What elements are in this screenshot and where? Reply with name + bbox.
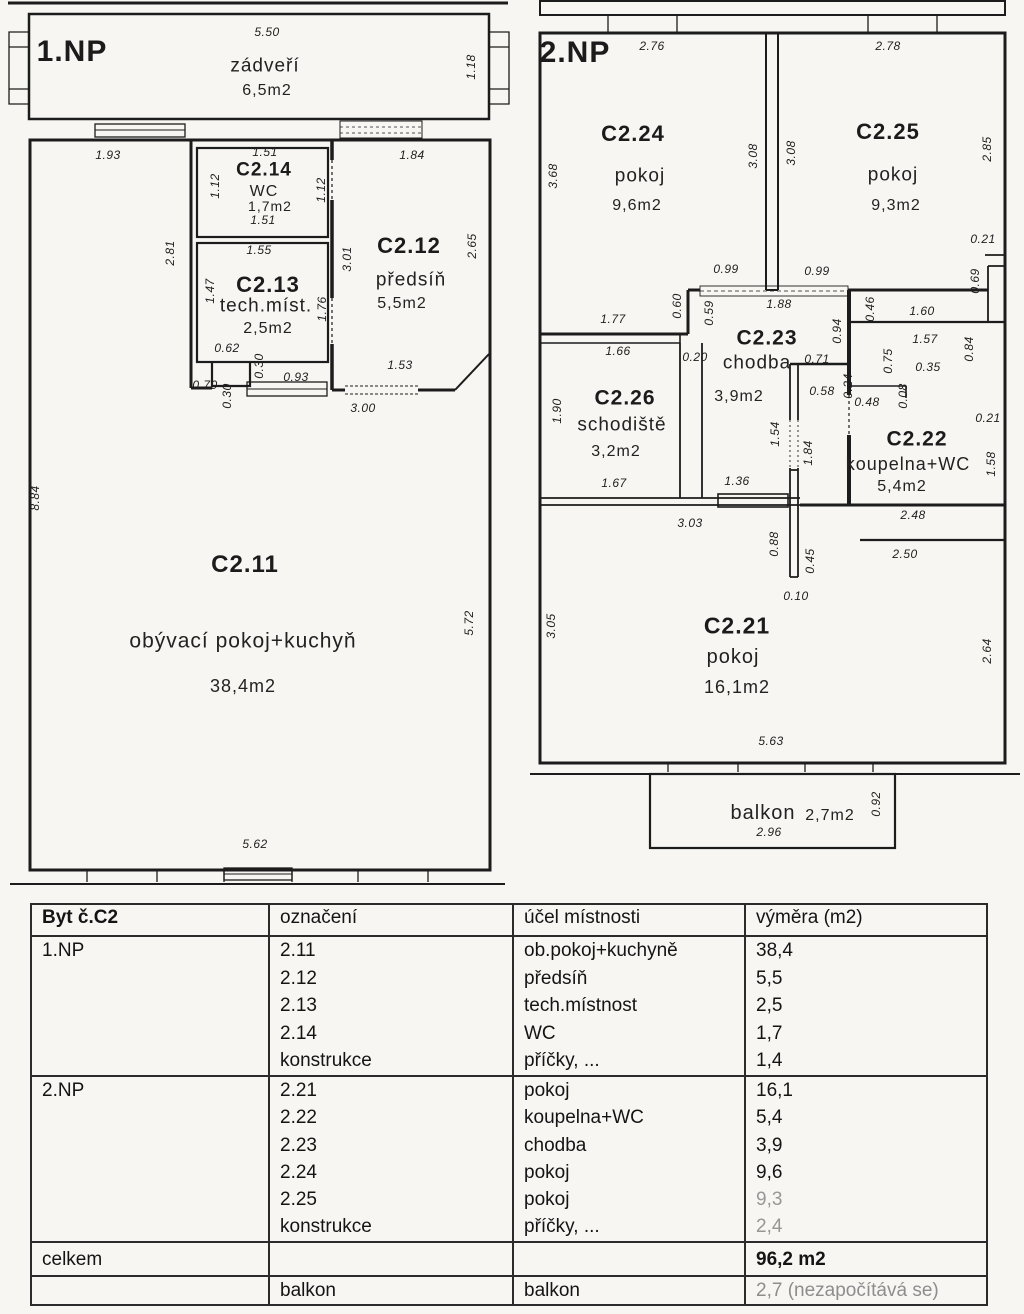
dim-label: 2.64 bbox=[980, 638, 994, 664]
dim-label: 1.88 bbox=[766, 297, 792, 311]
room-zadveri-area: 6,5m2 bbox=[242, 82, 292, 99]
header-designation: označení bbox=[269, 904, 513, 936]
room-c226-code: C2.26 bbox=[594, 386, 656, 410]
dim-label: 1.60 bbox=[909, 304, 935, 318]
room-c212-code: C2.12 bbox=[377, 233, 441, 258]
room-c223-name: chodba bbox=[722, 352, 792, 374]
dim-label: 0.92 bbox=[869, 791, 883, 817]
dim-label: 0.10 bbox=[783, 589, 809, 603]
dim-label: 1.77 bbox=[600, 312, 626, 326]
dim-label: 0.70 bbox=[192, 378, 218, 392]
empty-cell bbox=[269, 1242, 513, 1276]
header-area: výměra (m2) bbox=[745, 904, 987, 936]
room-balkon-area: 2,7m2 bbox=[805, 807, 855, 824]
dim-label: 0.93 bbox=[283, 370, 309, 384]
room-c222-code: C2.22 bbox=[886, 427, 948, 451]
dim-label: 3.00 bbox=[350, 401, 376, 415]
room-c223-code: C2.23 bbox=[736, 326, 798, 350]
dim-label: 0.62 bbox=[214, 341, 240, 355]
dim-label: 0.21 bbox=[970, 232, 996, 246]
room-c214-name: WC bbox=[249, 183, 279, 200]
dim-label: 2.76 bbox=[639, 39, 665, 53]
dim-label: 2.50 bbox=[892, 547, 918, 561]
purpose-cell: pokoj koupelna+WC chodba pokoj pokoj příčky, ... bbox=[513, 1076, 745, 1242]
room-c221-name: pokoj bbox=[706, 646, 760, 668]
dim-label: 0.24 bbox=[841, 373, 855, 399]
dim-label: 0.94 bbox=[830, 318, 844, 344]
dim-label: 0.30 bbox=[220, 383, 234, 409]
empty-cell bbox=[513, 1242, 745, 1276]
purpose-cell: ob.pokoj+kuchyně předsíň tech.místnost WC příčky, ... bbox=[513, 936, 745, 1076]
header-apartment: Byt č.C2 bbox=[31, 904, 269, 936]
dim-label: 0.30 bbox=[252, 353, 266, 379]
room-c224-name: pokoj bbox=[614, 165, 666, 187]
area-cell: 16,1 5,4 3,9 9,6 9,3 2,4 bbox=[745, 1076, 987, 1242]
dim-label: 0.99 bbox=[713, 262, 739, 276]
dim-label: 0.20 bbox=[682, 350, 708, 364]
dim-label: 1.36 bbox=[724, 474, 750, 488]
dim-label: 1.67 bbox=[601, 476, 627, 490]
dim-label: 2.81 bbox=[163, 240, 177, 266]
dim-label: 1.57 bbox=[912, 332, 938, 346]
dim-label: 0.88 bbox=[767, 531, 781, 557]
dim-label: 1.66 bbox=[605, 344, 631, 358]
room-c225-name: pokoj bbox=[867, 164, 919, 186]
room-c224-code: C2.24 bbox=[601, 121, 665, 146]
dim-label: 5.50 bbox=[254, 25, 280, 39]
table-row-2np bbox=[31, 1076, 987, 1242]
dim-label: 1.54 bbox=[768, 421, 782, 447]
designation-cell: 2.11 2.12 2.13 2.14 konstrukce bbox=[269, 936, 513, 1076]
dim-label: 1.51 bbox=[250, 213, 276, 227]
dim-label: 1.55 bbox=[246, 243, 272, 257]
room-c214-code: C2.14 bbox=[236, 159, 292, 181]
room-c225-code: C2.25 bbox=[856, 119, 920, 144]
room-c225-area: 9,3m2 bbox=[871, 197, 921, 214]
room-c212-area: 5,5m2 bbox=[377, 295, 427, 312]
room-c222-area: 5,4m2 bbox=[877, 478, 927, 495]
dim-label: 0.75 bbox=[881, 348, 895, 374]
room-c213-code: C2.13 bbox=[236, 272, 300, 297]
room-c212-name: předsíň bbox=[375, 269, 447, 291]
dim-label: 2.96 bbox=[756, 825, 782, 839]
dim-label: 0.60 bbox=[670, 293, 684, 319]
dim-label: 8.84 bbox=[28, 485, 42, 511]
dim-label: 3.05 bbox=[544, 613, 558, 639]
room-c226-name: schodiště bbox=[577, 414, 667, 436]
balkon-value-cell: 2,7 (nezapočítává se) bbox=[745, 1276, 987, 1305]
header-purpose: účel místnosti bbox=[513, 904, 745, 936]
room-c213-area: 2,5m2 bbox=[243, 320, 293, 337]
dim-label: 0.35 bbox=[915, 360, 941, 374]
room-balkon-name: balkon bbox=[730, 802, 796, 824]
area-table bbox=[30, 903, 988, 1306]
dim-label: 3.01 bbox=[340, 246, 354, 272]
room-c223-area: 3,9m2 bbox=[714, 388, 764, 405]
dim-label: 1.84 bbox=[399, 148, 425, 162]
floor-cell: 2.NP bbox=[31, 1076, 269, 1242]
dim-label: 0.45 bbox=[803, 548, 817, 574]
dim-label: 1.12 bbox=[314, 177, 328, 203]
area-cell: 38,4 5,5 2,5 1,7 1,4 bbox=[745, 936, 987, 1076]
designation-cell: 2.21 2.22 2.23 2.24 2.25 konstrukce bbox=[269, 1076, 513, 1242]
total-value-cell: 96,2 m2 bbox=[745, 1242, 987, 1276]
dim-label: 0.08 bbox=[896, 383, 910, 409]
dim-label: 1.53 bbox=[387, 358, 413, 372]
dim-label: 1.90 bbox=[550, 398, 564, 424]
room-c211-name: obývací pokoj+kuchyň bbox=[129, 629, 357, 653]
room-c211-code: C2.11 bbox=[211, 551, 279, 578]
dim-label: 0.58 bbox=[809, 384, 835, 398]
dim-label: 1.18 bbox=[464, 54, 478, 80]
room-c213-name: tech.míst. bbox=[219, 295, 313, 317]
room-c211-area: 38,4m2 bbox=[209, 676, 277, 696]
dim-label: 3.03 bbox=[677, 516, 703, 530]
dim-label: 3.08 bbox=[784, 140, 798, 166]
dim-label: 5.62 bbox=[242, 837, 268, 851]
table-header-row bbox=[31, 904, 987, 936]
plan-1np-walls bbox=[8, 3, 509, 884]
dim-label: 2.48 bbox=[900, 508, 926, 522]
table-row-total bbox=[31, 1242, 987, 1276]
dim-label: 1.76 bbox=[315, 296, 329, 322]
dim-label: 1.58 bbox=[984, 451, 998, 477]
dim-label: 2.65 bbox=[465, 233, 479, 259]
room-c222-name: koupelna+WC bbox=[845, 454, 971, 474]
dim-label: 1.51 bbox=[252, 145, 278, 159]
dim-label: 1.93 bbox=[95, 148, 121, 162]
dim-label: 0.69 bbox=[968, 268, 982, 294]
dim-label: 2.85 bbox=[980, 136, 994, 162]
balkon-designation-cell: balkon bbox=[269, 1276, 513, 1305]
dim-label: 0.48 bbox=[854, 395, 880, 409]
plan1-title: 1.NP bbox=[36, 35, 108, 68]
dim-label: 5.72 bbox=[462, 610, 476, 636]
empty-cell bbox=[31, 1276, 269, 1305]
room-zadveri-name: zádveří bbox=[230, 55, 300, 77]
floor-cell: 1.NP bbox=[31, 936, 269, 1076]
dim-label: 3.08 bbox=[746, 143, 760, 169]
dim-label: 0.99 bbox=[804, 264, 830, 278]
table-row-1np bbox=[31, 936, 987, 1076]
dim-label: 0.71 bbox=[804, 352, 830, 366]
dim-label: 2.78 bbox=[875, 39, 901, 53]
plan2-title: 2.NP bbox=[539, 36, 611, 69]
room-c221-area: 16,1m2 bbox=[703, 677, 771, 697]
room-c224-area: 9,6m2 bbox=[612, 197, 662, 214]
dim-label: 0.59 bbox=[702, 300, 716, 326]
table-row-balkon bbox=[31, 1276, 987, 1305]
dim-label: 0.84 bbox=[962, 336, 976, 362]
dim-label: 5.63 bbox=[758, 734, 784, 748]
dim-label: 3.68 bbox=[546, 163, 560, 189]
dim-label: 1.47 bbox=[203, 278, 217, 304]
room-c221-code: C2.21 bbox=[703, 612, 771, 639]
dim-label: 1.12 bbox=[208, 173, 222, 199]
room-c214-area: 1,7m2 bbox=[248, 198, 292, 214]
dim-label: 1.84 bbox=[801, 440, 815, 466]
balkon-purpose-cell: balkon bbox=[513, 1276, 745, 1305]
total-label-cell: celkem bbox=[31, 1242, 269, 1276]
room-c226-area: 3,2m2 bbox=[591, 443, 641, 460]
dim-label: 0.46 bbox=[863, 296, 877, 322]
dim-label: 0.21 bbox=[975, 411, 1001, 425]
